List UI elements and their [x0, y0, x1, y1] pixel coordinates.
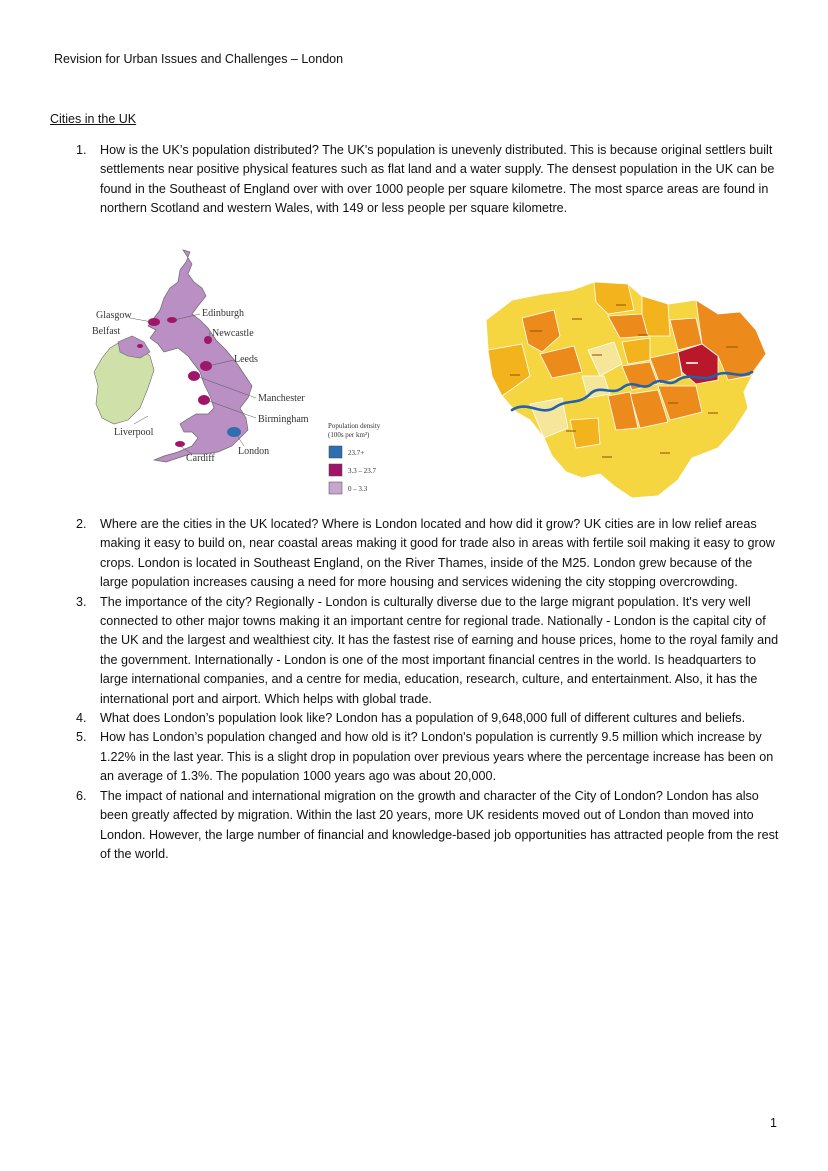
question-text: Where are the cities in the UK located? Where is London located and how did it grow? UK cities are in low relief areas making it easy to build on, near coastal areas making it good for trade also in areas with fertile soil making it easy to grow crops. London is located in Southeast England, on the River Thames, inside of the M25. London grew because of the large population increases causing a need for more housing and services widening the city stopping overcrowding. [100, 517, 775, 590]
question-number: 3. [76, 594, 87, 609]
place-leeds: Leeds [234, 354, 258, 365]
question-number: 1. [76, 143, 87, 157]
question-text: What does London’s population look like? London has a population of 9,648,000 full of different cultures and beliefs. [100, 711, 746, 726]
question-number: 6. [76, 788, 87, 803]
borough-label-mark [668, 402, 678, 404]
place-birmingham: Birmingham [258, 414, 309, 425]
legend-swatch-medium [329, 464, 342, 476]
birmingham-area [198, 395, 210, 405]
place-edinburgh: Edinburgh [202, 308, 245, 319]
question-text: How has London’s population changed and how old is it? London's population is currently 9.5 million which increase by 1.22% in the last year. This is a slight drop in population over previous years where the percentage increase has been on an average of 1.3%. The population 1000 years ago was about 20,000. [100, 730, 774, 784]
borough-label-mark [616, 304, 626, 306]
borough-label-mark [602, 456, 612, 458]
legend-label-high: 23.7+ [348, 449, 365, 457]
glasgow-area [148, 318, 160, 326]
legend-title-line-1: Population density [328, 422, 381, 430]
place-manchester: Manchester [258, 393, 305, 404]
borough-label-mark [592, 354, 602, 356]
legend-title-line-2: (100s per km²) [328, 431, 370, 439]
place-belfast: Belfast [92, 326, 121, 337]
borough-label-mark [686, 362, 698, 364]
belfast-area [137, 344, 143, 348]
place-newcastle: Newcastle [212, 328, 254, 339]
question-item [0, 593, 828, 709]
question-item [0, 141, 828, 219]
place-london: London [238, 446, 270, 457]
question-number: 5. [76, 730, 87, 745]
uk-population-density-map [88, 248, 418, 498]
question-item [0, 728, 828, 786]
borough-label-mark [708, 412, 718, 414]
edinburgh-area [167, 317, 177, 323]
legend-swatch-high [329, 446, 342, 458]
map-legend [328, 422, 381, 494]
borough-label-mark [726, 346, 738, 348]
borough-label-mark [510, 374, 520, 376]
question-item [0, 787, 828, 865]
question-text: The importance of the city? Regionally - London is culturally diverse due to the large migrant population. It's very well connected to other major towns making it an important centre for regional trade. Nationally - London is the capital city of the UK and the largest and wealthiest city. It has the fastest rise of earning and house prices, home to the royal family and the government. Internationally - London is one of the most important financial centres in the world. Is headquarters to large international companies, and a centre for media, education, research, culture, and entertainment. Also, it has the international port and airport. Which helps with global trade. [100, 594, 779, 706]
question-list-part-2 [0, 515, 828, 864]
legend-label-low: 0 – 3.3 [348, 485, 368, 493]
london-boroughs-map [482, 280, 770, 502]
question-item [0, 515, 828, 593]
question-number: 4. [76, 711, 87, 726]
section-title: Cities in the UK [50, 112, 137, 126]
legend-label-medium: 3.3 – 23.7 [348, 467, 376, 475]
page-number: 1 [770, 1116, 777, 1130]
place-liverpool: Liverpool [114, 427, 154, 438]
question-list-part-1 [0, 141, 828, 219]
borough-label-mark [530, 330, 542, 332]
question-text: The impact of national and international migration on the growth and character of the City of London? London has also been greatly affected by migration. Within the last 20 years, more UK residents moved out of London than moved into London. However, the large number of financial and knowledge-based job opportunities has attracted people from the rest of the world. [100, 788, 779, 861]
borough-label-mark [566, 430, 576, 432]
document-header: Revision for Urban Issues and Challenges – London [54, 52, 344, 66]
question-text: How is the UK’s population distributed? The UK's population is unevenly distributed. This is because original settlers built settlements near positive physical features such as flat land and a water supply. The densest population in the UK can be found in the Southeast of England over with over 1000 people per square kilometre. The most sparce areas are found in northern Scotland and western Wales, with 149 or less people per square kilometre. [100, 143, 775, 216]
leeds-area [200, 361, 212, 371]
borough-waltham-forest [642, 296, 670, 336]
question-number: 2. [76, 517, 87, 531]
borough-label-mark [572, 318, 582, 320]
borough-label-mark [660, 452, 670, 454]
manchester-area [188, 371, 200, 381]
legend-swatch-low [329, 482, 342, 494]
london-area [227, 427, 241, 437]
place-glasgow: Glasgow [96, 310, 132, 321]
borough-label-mark [638, 334, 648, 336]
place-cardiff: Cardiff [186, 453, 215, 464]
question-item [0, 709, 828, 728]
